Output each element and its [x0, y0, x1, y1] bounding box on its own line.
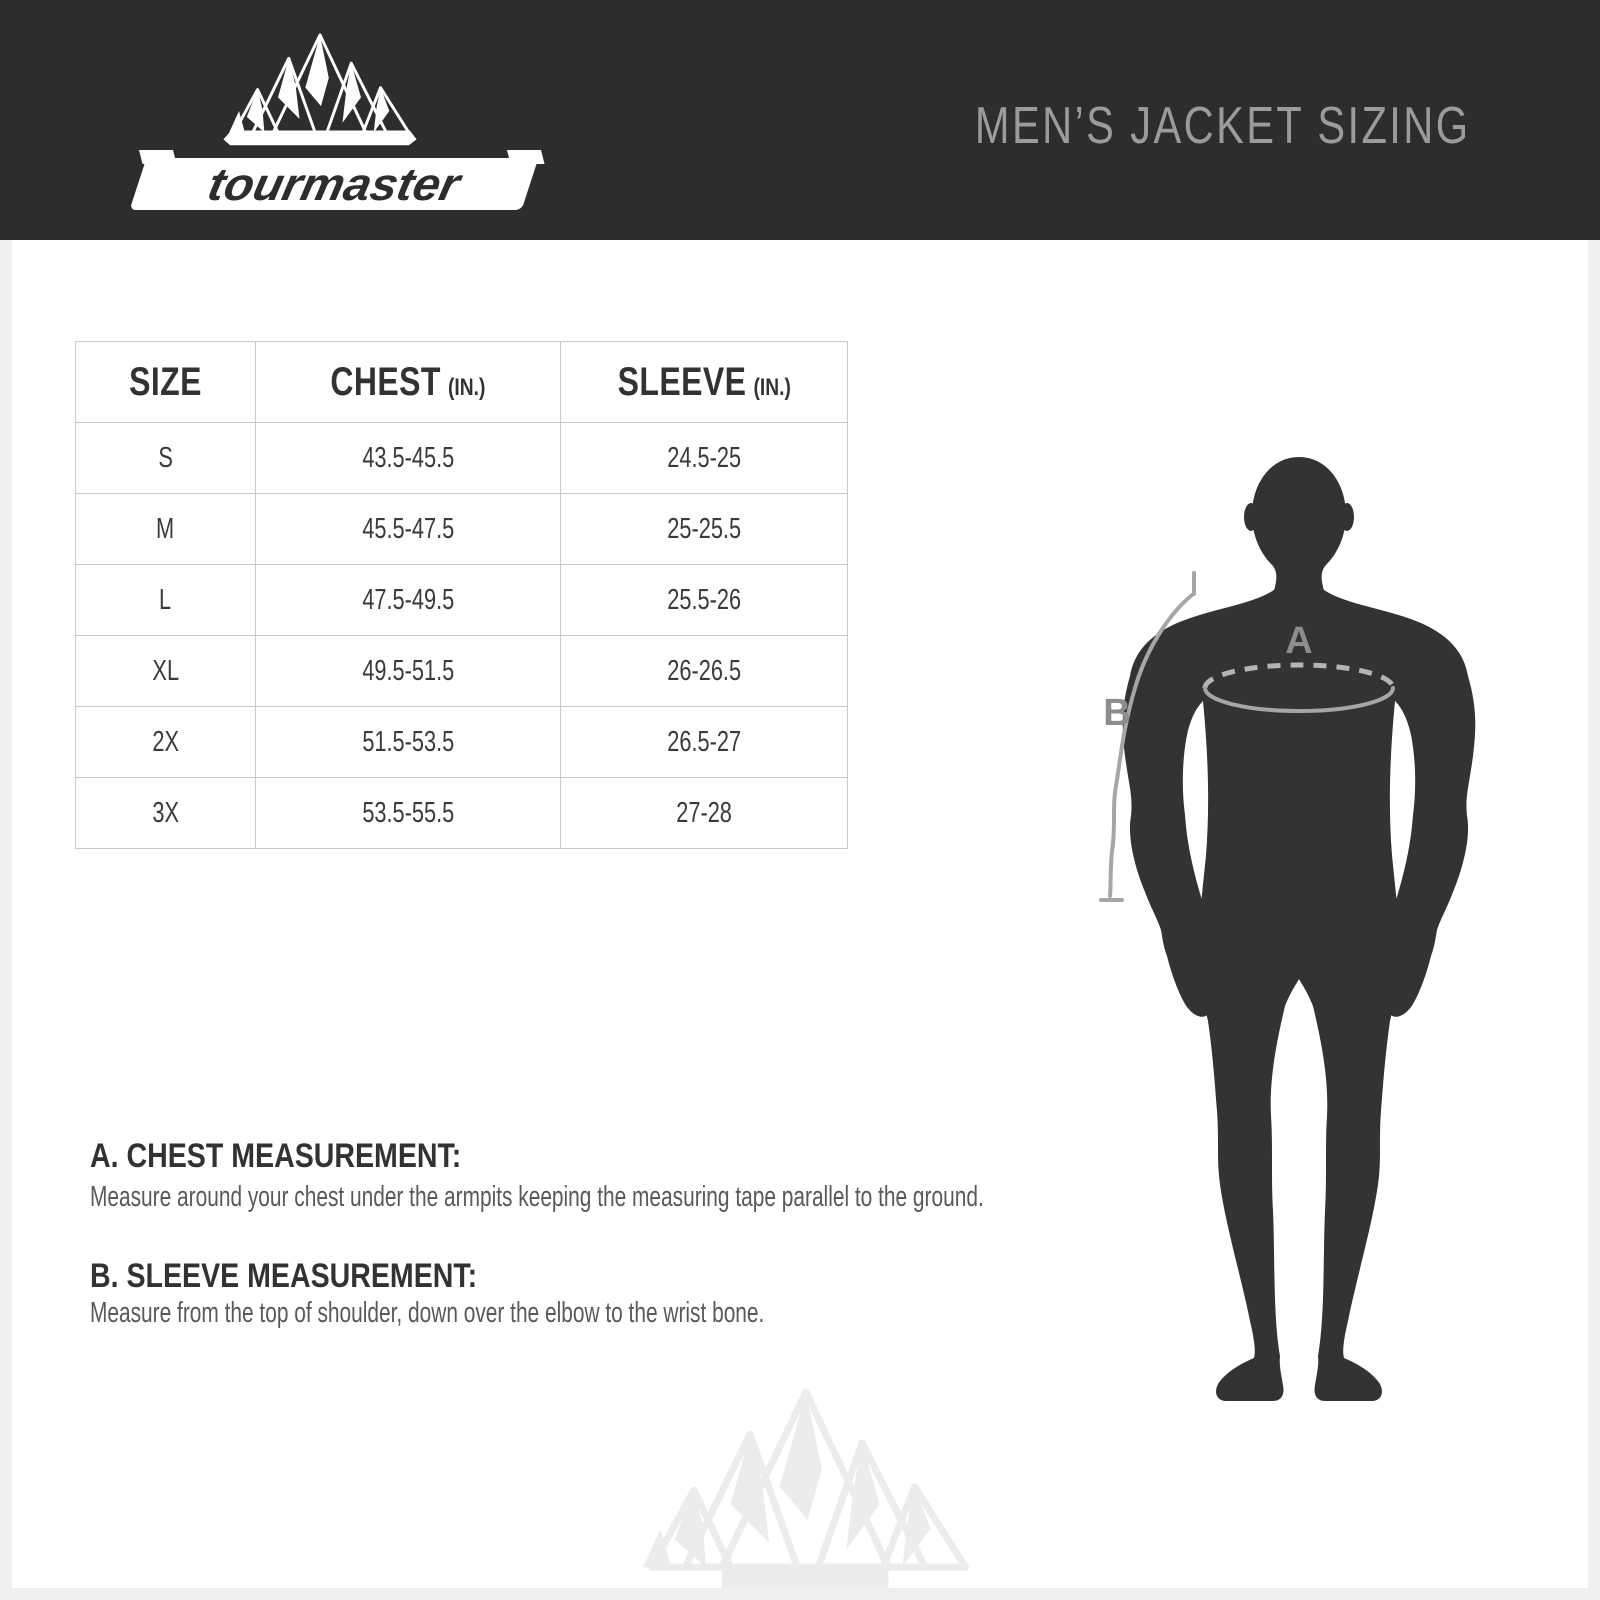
brand-wordmark-text: tourmaster [203, 158, 465, 210]
section-a-heading: A. CHEST MEASUREMENT: [90, 1137, 462, 1175]
size-table [75, 341, 848, 849]
sleeve-cell: 26.5-27 [561, 707, 848, 778]
body-figure [1085, 455, 1485, 1405]
column-header-size: SIZE [76, 342, 256, 423]
chest-cell: 51.5-53.5 [256, 707, 561, 778]
chest-cell: 49.5-51.5 [256, 636, 561, 707]
size-cell: XL [76, 636, 256, 707]
size-cell: 2X [76, 707, 256, 778]
column-header-sleeve: SLEEVE (IN.) [561, 342, 848, 423]
chest-cell: 43.5-45.5 [256, 423, 561, 494]
sleeve-cell: 26-26.5 [561, 636, 848, 707]
sleeve-cell: 25.5-26 [561, 565, 848, 636]
sleeve-cell: 25-25.5 [561, 494, 848, 565]
body-silhouette [1123, 457, 1476, 1401]
page-title: MEN’S JACKET SIZING [974, 97, 1470, 155]
label-b: B [1103, 692, 1131, 734]
chest-cell: 45.5-47.5 [256, 494, 561, 565]
label-a: A [1285, 620, 1313, 662]
sleeve-cell: 27-28 [561, 778, 848, 849]
section-b-heading: B. SLEEVE MEASUREMENT: [90, 1257, 478, 1295]
right-ear [1340, 503, 1354, 531]
chest-cell: 47.5-49.5 [256, 565, 561, 636]
brand-logo [120, 0, 550, 240]
left-ear [1244, 503, 1258, 531]
sleeve-cell: 24.5-25 [561, 423, 848, 494]
size-cell: S [76, 423, 256, 494]
section-a-text: Measure around your chest under the armpits keeping the measuring tape parallel to the ground. [90, 1181, 984, 1213]
watermark-mountain-icon [622, 1385, 990, 1588]
size-cell: M [76, 494, 256, 565]
chest-cell: 53.5-55.5 [256, 778, 561, 849]
size-cell: 3X [76, 778, 256, 849]
sleeve-unit: (IN.) [753, 373, 791, 401]
mountain-icon [217, 31, 423, 153]
section-b-text: Measure from the top of shoulder, down over the elbow to the wrist bone. [90, 1297, 765, 1329]
column-header-chest: CHEST (IN.) [256, 342, 561, 423]
brand-wordmark [130, 158, 539, 210]
page-card [12, 240, 1588, 1588]
header-bar [0, 0, 1600, 240]
size-cell: L [76, 565, 256, 636]
chest-unit: (IN.) [448, 373, 486, 401]
